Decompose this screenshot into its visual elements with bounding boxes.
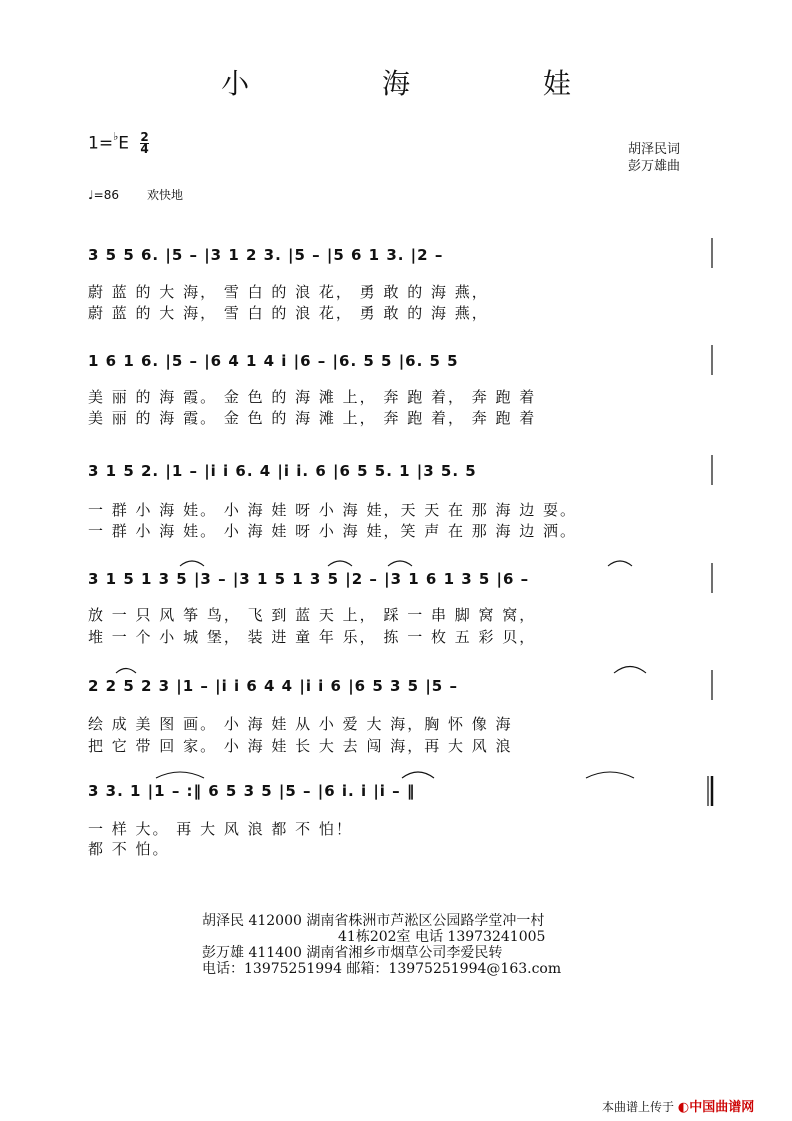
composer: 彭万雄曲 bbox=[628, 159, 681, 174]
lyricist: 胡泽民词 bbox=[628, 142, 681, 157]
site-name: 中国曲谱网 bbox=[689, 1100, 755, 1115]
flat-sign: ♭ bbox=[113, 130, 119, 143]
lyric-verse2-line-5: 把 它 带 回 家。 小 海 娃 长 大 去 闯 海，再 大 风 浪 bbox=[88, 737, 513, 755]
upload-notice bbox=[602, 1096, 754, 1115]
upload-text: 本曲谱上传于 bbox=[602, 1100, 675, 1114]
lyric-verse1-line-6: 一 样 大。 再 大 风 浪 都 不 怕！ bbox=[88, 820, 353, 838]
lyric-verse2-line-6: 都 不 怕。 bbox=[88, 840, 170, 858]
contact-line-4: 电话：13975251994 邮箱：13975251994@163.com bbox=[202, 961, 562, 977]
time-top: 2 bbox=[140, 130, 149, 144]
time-bottom: 4 bbox=[140, 142, 149, 156]
lyric-verse1-line-5: 绘 成 美 图 画。 小 海 娃 从 小 爱 大 海，胸 怀 像 海 bbox=[88, 715, 513, 733]
lyric-verse1-line-2: 美 丽 的 海 霞。 金 色 的 海 滩 上， 奔 跑 着， 奔 跑 着 bbox=[88, 388, 537, 406]
contact-line-3: 彭万雄 411400 湖南省湘乡市烟草公司李爱民转 bbox=[202, 945, 503, 961]
notation-line-1: 3 5 5 6. |5 – |3 1 2 3. |5 – |5 6 1 3. |2 – bbox=[88, 246, 444, 264]
lyric-verse1-line-1: 蔚 蓝 的 大 海， 雪 白 的 浪 花， 勇 敢 的 海 燕， bbox=[88, 283, 489, 301]
lyric-verse2-line-1: 蔚 蓝 的 大 海， 雪 白 的 浪 花， 勇 敢 的 海 燕， bbox=[88, 304, 489, 322]
tempo-style: 欢快地 bbox=[146, 188, 183, 202]
key-note: E bbox=[118, 133, 130, 154]
contact-line-1: 胡泽民 412000 湖南省株洲市芦淞区公园路学堂冲一村 bbox=[202, 913, 545, 929]
lyric-verse2-line-2: 美 丽 的 海 霞。 金 色 的 海 滩 上， 奔 跑 着， 奔 跑 着 bbox=[88, 409, 537, 427]
logo-icon: ◐ bbox=[677, 1100, 690, 1115]
lyric-verse1-line-4: 放 一 只 风 筝 鸟， 飞 到 蓝 天 上， 踩 一 串 脚 窝 窝， bbox=[88, 606, 537, 624]
site-logo[interactable] bbox=[678, 1100, 754, 1115]
contact-line-2: 41栋202室 电话 13973241005 bbox=[338, 929, 546, 945]
lyric-verse1-line-3: 一 群 小 海 娃。 小 海 娃 呀 小 海 娃，天 天 在 那 海 边 耍。 bbox=[88, 501, 578, 519]
page-title: 小 海 娃 bbox=[221, 67, 633, 100]
lyric-verse2-line-3: 一 群 小 海 娃。 小 海 娃 呀 小 海 娃，笑 声 在 那 海 边 洒。 bbox=[88, 522, 578, 540]
notation-line-6: 3 3. 1 |1 – :‖ 6 5 3 5 |5 – |6 i. i |i – ‖ bbox=[88, 782, 416, 800]
key-prefix: 1= bbox=[88, 133, 114, 154]
notation-line-3: 3 1 5 2. |1 – |i i 6. 4 |i i. 6 |6 5 5. 1 |3 5. 5 bbox=[88, 462, 477, 480]
tempo-value: ♩=86 bbox=[88, 188, 119, 202]
lyric-verse2-line-4: 堆 一 个 小 城 堡， 装 进 童 年 乐， 拣 一 枚 五 彩 贝， bbox=[88, 628, 537, 646]
notation-line-4: 3 1 5 1 3 5 |3 – |3 1 5 1 3 5 |2 – |3 1 6 1 3 5 |6 – bbox=[88, 570, 530, 588]
notation-line-5: 2 2 5 2 3 |1 – |i i 6 4 4 |i i 6 |6 5 3 5 |5 – bbox=[88, 677, 458, 695]
notation-line-2: 1 6 1 6. |5 – |6 4 1 4 i |6 – |6. 5 5 |6. 5 5 bbox=[88, 352, 459, 370]
